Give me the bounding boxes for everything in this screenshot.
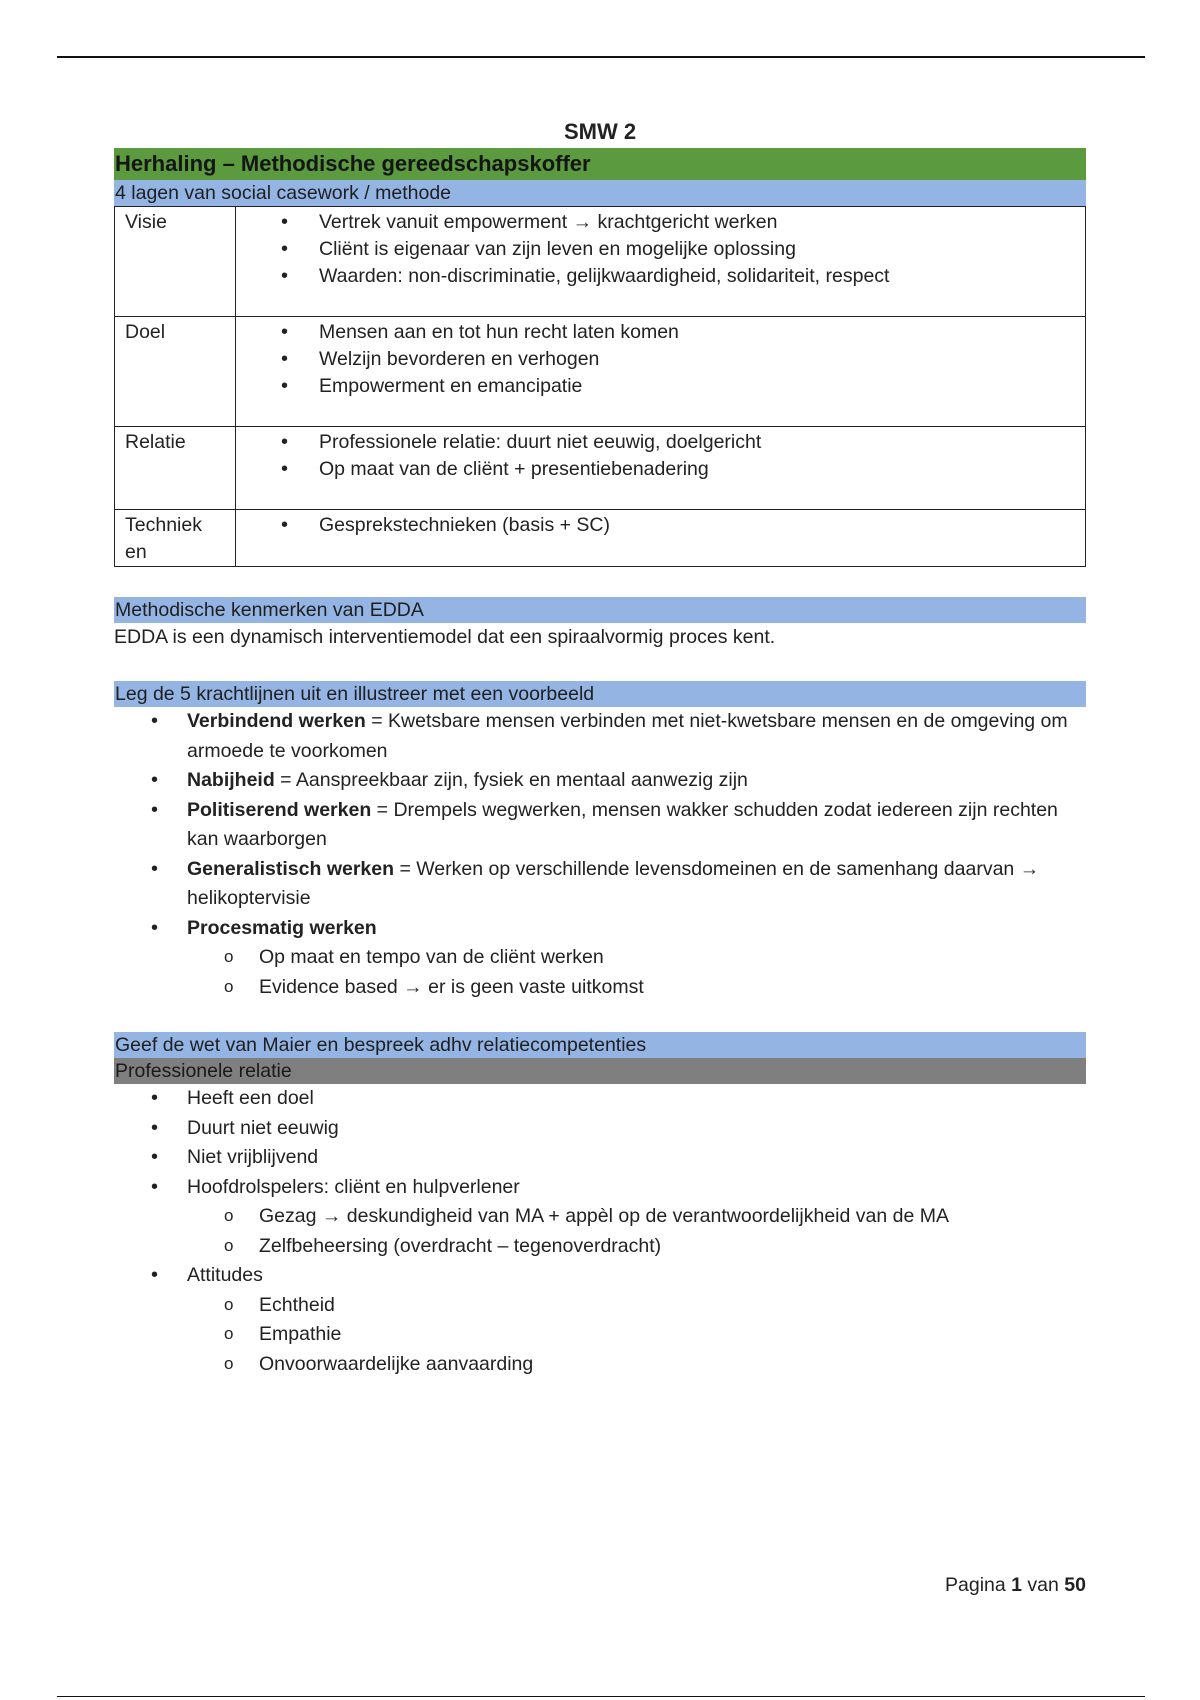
list-item: • Gesprekstechnieken (basis + SC) bbox=[236, 512, 1085, 539]
sub-list-item: o Zelfbeheersing (overdracht – tegenoverdracht) bbox=[114, 1232, 1086, 1262]
list-item bbox=[114, 796, 1086, 855]
page-content bbox=[114, 116, 1086, 1379]
term-description: = Kwetsbare mensen verbinden met niet-kwetsbare mensen en de omgeving om armoede te voorkomen bbox=[187, 710, 1068, 762]
table-row bbox=[115, 510, 1086, 567]
list-item: • Cliënt is eigenaar van zijn leven en mogelijke oplossing bbox=[236, 236, 1085, 263]
list-item: • Niet vrijblijvend bbox=[114, 1143, 1086, 1173]
term-description: = Drempels wegwerken, mensen wakker schudden zodat iedereen zijn rechten kan waarborgen bbox=[187, 798, 1058, 850]
row-label: Visie bbox=[115, 207, 236, 317]
term: Generalistisch werken bbox=[187, 857, 395, 880]
list-item-text: Hoofdrolspelers: cliënt en hulpverlener bbox=[187, 1175, 520, 1198]
section-heading-gereedschapskoffer: Herhaling – Methodische gereedschapskoffer bbox=[114, 148, 1086, 180]
row-content bbox=[236, 510, 1086, 567]
table-row bbox=[115, 207, 1086, 317]
sub-list bbox=[114, 1202, 1086, 1261]
row-label-text: Techniek bbox=[125, 514, 202, 536]
section-heading-maier: Geef de wet van Maier en bespreek adhv relatiecompetenties bbox=[114, 1032, 1086, 1058]
subheading-professionele-relatie: Professionele relatie bbox=[114, 1058, 1086, 1084]
row-content bbox=[236, 317, 1086, 427]
term: Nabijheid bbox=[187, 769, 275, 791]
row-content bbox=[236, 427, 1086, 510]
current-page: 1 bbox=[1011, 1574, 1022, 1596]
list-item: • Professionele relatie: duurt niet eeuwig, doelgericht bbox=[236, 429, 1085, 456]
term: Procesmatig werken bbox=[187, 916, 377, 939]
term: Verbindend werken bbox=[187, 710, 366, 732]
sub-list-item: o Empathie bbox=[114, 1320, 1086, 1350]
section-heading-edda: Methodische kenmerken van EDDA bbox=[114, 597, 1086, 623]
list-item: • Heeft een doel bbox=[114, 1084, 1086, 1114]
document-title: SMW 2 bbox=[563, 119, 637, 144]
list-item bbox=[114, 1173, 1086, 1262]
page-number-prefix: Pagina bbox=[945, 1574, 1006, 1596]
table-row bbox=[115, 427, 1086, 510]
footer-rule bbox=[57, 1696, 1145, 1697]
sub-list-item: o Echtheid bbox=[114, 1291, 1086, 1321]
list-item: • Waarden: non-discriminatie, gelijkwaardigheid, solidariteit, respect bbox=[236, 263, 1085, 290]
term-description: = Aanspreekbaar zijn, fysiek en mentaal aanwezig zijn bbox=[274, 769, 748, 791]
list-item: • Vertrek vanuit empowerment → krachtgericht werken bbox=[236, 209, 1085, 236]
edda-text: EDDA is een dynamisch interventiemodel dat een spiraalvormig proces kent. bbox=[114, 626, 776, 648]
sub-list-item: o Op maat en tempo van de cliënt werken bbox=[114, 943, 1086, 973]
row-label bbox=[115, 510, 236, 567]
page-number bbox=[800, 1574, 1086, 1597]
row-label-text: en bbox=[125, 541, 147, 563]
page-number-separator: van bbox=[1027, 1574, 1059, 1596]
layers-table bbox=[114, 206, 1086, 567]
sub-list bbox=[114, 943, 1086, 1002]
list-item: • Duurt niet eeuwig bbox=[114, 1114, 1086, 1144]
section-heading-krachtlijnen: Leg de 5 krachtlijnen uit en illustreer met een voorbeeld bbox=[114, 681, 1086, 707]
list-item: • Mensen aan en tot hun recht laten komen bbox=[236, 319, 1085, 346]
list-item bbox=[114, 766, 1086, 796]
total-pages: 50 bbox=[1064, 1574, 1086, 1596]
list-item: • Op maat van de cliënt + presentiebenadering bbox=[236, 456, 1085, 483]
list-item bbox=[114, 855, 1086, 914]
sub-list-item: o Evidence based → er is geen vaste uitkomst bbox=[114, 973, 1086, 1003]
table-row bbox=[115, 317, 1086, 427]
list-item: • Welzijn bevorderen en verhogen bbox=[236, 346, 1085, 373]
sub-list-item: o Onvoorwaardelijke aanvaarding bbox=[114, 1350, 1086, 1380]
term-description: = Werken op verschillende levensdomeinen en de samenhang daarvan → helikoptervisie bbox=[187, 857, 1040, 909]
term: Politiserend werken bbox=[187, 798, 372, 821]
header-rule bbox=[57, 56, 1145, 58]
row-label: Doel bbox=[115, 317, 236, 427]
list-item bbox=[114, 914, 1086, 1003]
relatie-list bbox=[114, 1084, 1086, 1379]
sub-list bbox=[114, 1291, 1086, 1380]
list-item: • Empowerment en emancipatie bbox=[236, 373, 1085, 400]
row-content bbox=[236, 207, 1086, 317]
list-item bbox=[114, 1261, 1086, 1379]
row-label: Relatie bbox=[115, 427, 236, 510]
subheading-lagen: 4 lagen van social casework / methode bbox=[114, 180, 1086, 206]
krachtlijnen-list bbox=[114, 707, 1086, 1002]
list-item bbox=[114, 707, 1086, 766]
list-item-text: Attitudes bbox=[187, 1264, 263, 1286]
sub-list-item: o Gezag → deskundigheid van MA + appèl op de verantwoordelijkheid van de MA bbox=[114, 1202, 1086, 1232]
